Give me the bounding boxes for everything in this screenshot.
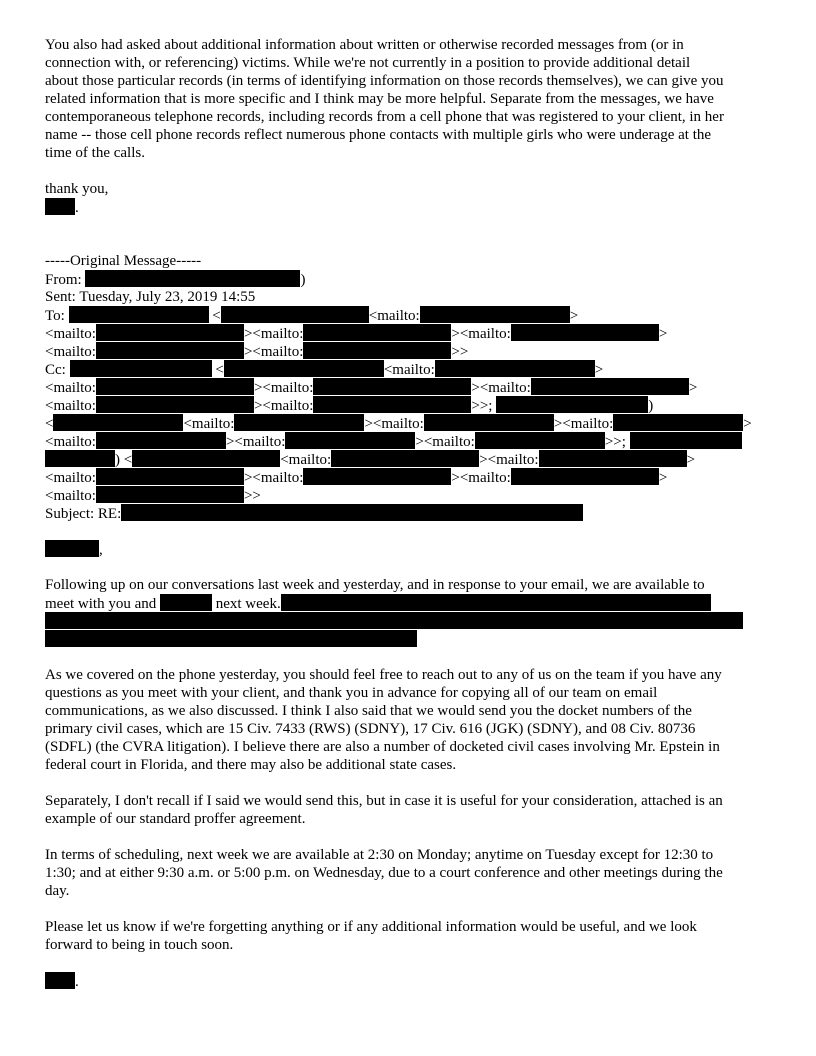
mailto-text: <mailto: [280, 452, 332, 468]
punct: > [594, 362, 604, 378]
mailto-text: ><mailto: [451, 326, 511, 342]
mailto-text: <mailto: [45, 488, 96, 504]
redaction-box [531, 378, 689, 395]
signature-line [45, 972, 79, 990]
text-line: 1:30; and at either 9:30 a.m. or 5:00 p.m. on Wednesday, due to a court conference and other meetings during the [45, 865, 723, 881]
closing-line: thank you, [45, 181, 109, 197]
punct: > [743, 416, 752, 432]
punct: > [686, 452, 696, 468]
redaction-box [96, 324, 244, 341]
greeting-line [45, 540, 103, 558]
text-line [45, 630, 417, 648]
text: next week. [215, 596, 281, 612]
redaction-box [313, 378, 471, 395]
text-line: primary civil cases, which are 15 Civ. 7433 (RWS) (SDNY), 17 Civ. 616 (JGK) (SDNY), and 08 Civ. 80736 [45, 721, 696, 737]
mailto-text: ><mailto: [415, 434, 475, 450]
cc-line-cont [45, 432, 742, 450]
text-line: connection with, or referencing) victims. While we're not currently in a position to provide additional detail [45, 55, 691, 71]
text-line: example of our standard proffer agreement. [45, 811, 306, 827]
punct: >>; [604, 434, 626, 450]
from-label: From: [45, 272, 82, 288]
mailto-text: <mailto: [45, 344, 96, 360]
punct: > [658, 470, 668, 486]
punct: > [688, 380, 698, 396]
subject-label: Subject: RE: [45, 506, 122, 522]
redaction-box [45, 450, 115, 467]
redaction-box [160, 594, 212, 611]
mailto-text: ><mailto: [225, 434, 286, 450]
text-line: communications, as we also discussed. I think I also said that we would send you the docket numbers of the [45, 703, 692, 719]
punct: >> [243, 488, 261, 504]
redaction-box [303, 468, 451, 485]
redaction-box [85, 270, 300, 287]
punct: < [215, 362, 224, 378]
punct: ) [648, 398, 654, 414]
signature-line [45, 198, 79, 216]
redaction-box [420, 306, 570, 323]
to-label: To: [45, 308, 65, 324]
redaction-box [96, 396, 254, 413]
to-line-cont [45, 324, 667, 342]
redaction-box [45, 630, 417, 647]
redaction-box [224, 360, 384, 377]
cc-line-cont [45, 450, 695, 468]
from-line [45, 270, 305, 288]
sent-line: Sent: Tuesday, July 23, 2019 14:55 [45, 289, 256, 305]
cc-line-cont [45, 486, 261, 504]
redaction-box [53, 414, 183, 431]
redaction-box [96, 432, 226, 449]
redaction-box [303, 324, 451, 341]
mailto-text: <mailto: [45, 326, 96, 342]
redaction-box [496, 396, 648, 413]
text-line: federal court in Florida, and there may also be additional state cases. [45, 757, 457, 773]
redaction-box [539, 450, 687, 467]
redaction-box [613, 414, 743, 431]
punct: < [45, 416, 54, 432]
redaction-box [70, 360, 212, 377]
punct: ) < [115, 452, 133, 468]
cc-line-cont [45, 414, 752, 432]
mailto-text: ><mailto: [364, 416, 424, 432]
text-line [45, 612, 743, 630]
punct: > [658, 326, 668, 342]
redaction-box [45, 972, 75, 989]
punct: . [75, 200, 79, 216]
text-line: time of the calls. [45, 145, 145, 161]
cc-line-cont [45, 396, 653, 414]
mailto-text: ><mailto: [553, 416, 614, 432]
redaction-box [313, 396, 471, 413]
mailto-text: <mailto: [45, 434, 96, 450]
redaction-box [511, 324, 659, 341]
text-line: day. [45, 883, 70, 899]
redaction-box [45, 198, 75, 215]
text-line: forward to being in touch soon. [45, 937, 234, 953]
redaction-box [132, 450, 280, 467]
punct: >>; [471, 398, 493, 414]
mailto-text: <mailto: [383, 362, 435, 378]
text-line: Separately, I don't recall if I said we would send this, but in case it is useful for your consideration, attached is an [45, 793, 723, 809]
punct: < [212, 308, 221, 324]
cc-label: Cc: [45, 362, 66, 378]
mailto-text: <mailto: [45, 470, 96, 486]
redaction-box [221, 306, 369, 323]
cc-line [45, 360, 603, 378]
mailto-text: <mailto: [183, 416, 235, 432]
cc-line-cont [45, 378, 697, 396]
redaction-box [475, 432, 605, 449]
text-line: questions as you meet with your client, and thank you in advance for copying all of our team on email [45, 685, 658, 701]
redaction-box [96, 342, 244, 359]
original-message-divider: -----Original Message----- [45, 253, 202, 269]
to-line [45, 306, 578, 324]
redaction-box [331, 450, 479, 467]
redaction-box [435, 360, 595, 377]
text-line: about those particular records (in terms of identifying information on those records themselves), we can give you [45, 73, 724, 89]
subject-line [45, 504, 583, 522]
mailto-text: ><mailto: [479, 452, 539, 468]
text-line: related information that is more specific and I think may be more helpful. Separate from the messages, we have [45, 91, 714, 107]
redaction-box [69, 306, 209, 323]
cc-line-cont [45, 468, 667, 486]
redaction-box [630, 432, 742, 449]
text-line: name -- those cell phone records reflect numerous phone contacts with multiple girls who were underage at the [45, 127, 712, 143]
text-line: As we covered on the phone yesterday, you should feel free to reach out to any of us on the team if you have any [45, 667, 722, 683]
text-line: contemporaneous telephone records, including records from a cell phone that was registered to your client, in her [45, 109, 724, 125]
mailto-text: <mailto: [45, 398, 96, 414]
mailto-text: ><mailto: [451, 470, 511, 486]
mailto-text: ><mailto: [253, 380, 314, 396]
redaction-box [285, 432, 415, 449]
text-line [45, 594, 711, 612]
redaction-box [303, 342, 451, 359]
redaction-box [121, 504, 583, 521]
text-line: Please let us know if we're forgetting anything or if any additional information would be useful, and we look [45, 919, 697, 935]
mailto-text: <mailto: [368, 308, 420, 324]
punct: > [569, 308, 579, 324]
punct: ) [300, 272, 306, 288]
punct: . [75, 974, 79, 990]
text: meet with you and [45, 596, 157, 612]
to-line-cont [45, 342, 468, 360]
mailto-text: ><mailto: [243, 344, 304, 360]
mailto-text: ><mailto: [243, 470, 304, 486]
redaction-box [96, 468, 244, 485]
redaction-box [45, 540, 99, 557]
text-line: (SDFL) (the CVRA litigation). I believe there are also a number of docketed civil cases involving Mr. Epstein in [45, 739, 720, 755]
punct: >> [451, 344, 469, 360]
redaction-box [511, 468, 659, 485]
mailto-text: ><mailto: [471, 380, 531, 396]
text-line: Following up on our conversations last week and yesterday, and in response to your email, we are available to [45, 577, 705, 593]
redaction-box [45, 612, 743, 629]
punct: , [99, 542, 103, 558]
redaction-box [96, 378, 254, 395]
mailto-text: ><mailto: [253, 398, 314, 414]
redaction-box [96, 486, 244, 503]
redaction-box [281, 594, 711, 611]
text-line: You also had asked about additional information about written or otherwise recorded messages from (or in [45, 37, 684, 53]
mailto-text: ><mailto: [243, 326, 304, 342]
mailto-text: <mailto: [45, 380, 96, 396]
redaction-box [424, 414, 554, 431]
text-line: In terms of scheduling, next week we are available at 2:30 on Monday; anytime on Tuesday except for 12:30 to [45, 847, 714, 863]
redaction-box [234, 414, 364, 431]
